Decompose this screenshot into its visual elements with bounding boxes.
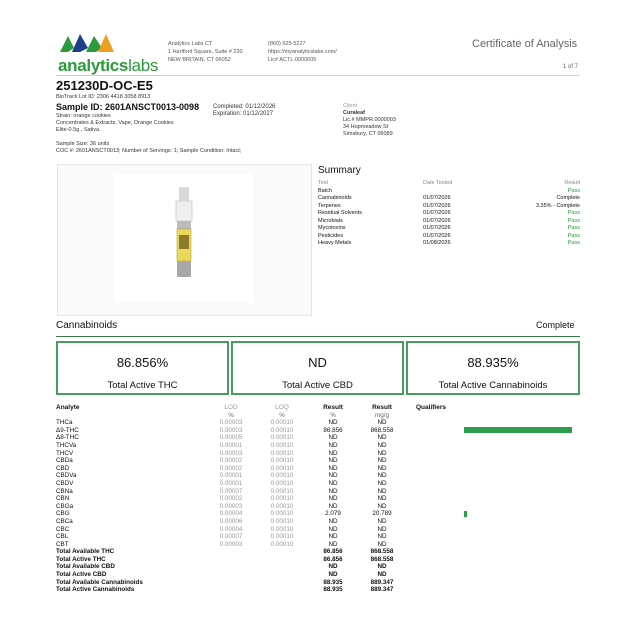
kpi-cbd-value: ND (308, 355, 327, 370)
analyte-result-mg: ND (377, 457, 387, 465)
kpi-cannabinoids-label: Total Active Cannabinoids (438, 380, 548, 391)
summary-result: Pass (567, 240, 580, 246)
unit-result-mg: mg/g (375, 411, 389, 419)
kpi-total-active-cbd (231, 341, 404, 395)
analyte-result-pct: ND (328, 464, 338, 472)
analyte-qualifier-cell (416, 472, 580, 480)
analyte-qualifier-cell (416, 510, 580, 518)
unit-loq: % (279, 411, 285, 419)
cannabinoids-divider (56, 336, 580, 337)
header-divider (56, 75, 580, 76)
sample-size-block (56, 141, 241, 155)
analyte-loq: 0.00010 (270, 502, 294, 510)
analyte-loq: 0.00010 (270, 426, 294, 434)
analyte-qualifier-cell (416, 419, 580, 427)
summary-table (318, 180, 580, 248)
cannabinoids-units-row (56, 412, 580, 420)
analyte-name: CBDa (56, 457, 73, 465)
analyte-row (56, 442, 580, 450)
sample-size: Sample Size: 36 units (56, 141, 110, 147)
client-label: Client (343, 103, 358, 109)
summary-result: Pass (567, 225, 580, 231)
total-result-mg: 889.347 (370, 578, 394, 586)
analyte-qualifier-cell (416, 488, 580, 496)
summary-header-date: Date Tested (423, 180, 453, 186)
analyte-qualifier-cell (416, 518, 580, 526)
total-row (56, 556, 580, 564)
analyte-lod: 0.00003 (219, 449, 243, 457)
analyte-result-pct: ND (328, 495, 338, 503)
sample-id: Sample ID: 2601ANSCT0013-0098 (56, 102, 200, 112)
analyte-result-mg: ND (377, 533, 387, 541)
analyte-result-pct: ND (328, 434, 338, 442)
analyte-loq: 0.00010 (270, 540, 294, 548)
analyte-lod: 0.00007 (219, 487, 243, 495)
analyte-loq: 0.00010 (270, 457, 294, 465)
analyte-result-mg: ND (377, 419, 387, 427)
analyte-result-pct: ND (328, 533, 338, 541)
analyte-result-mg: ND (377, 517, 387, 525)
summary-date: 01/07/2026 (423, 210, 451, 216)
total-name: Total Available CBD (56, 563, 115, 571)
analyte-lod: 0.00006 (219, 517, 243, 525)
total-result-pct: ND (328, 571, 338, 579)
analyte-row (56, 472, 580, 480)
sample-details (56, 113, 174, 134)
lab-address-line2: NEW BRITAIN, CT 06052 (168, 57, 231, 63)
analyte-row (56, 434, 580, 442)
analyte-result-pct: 2.079 (325, 510, 341, 518)
summary-result: Pass (567, 232, 580, 239)
summary-result: Pass (567, 187, 580, 194)
analyte-result-pct: ND (328, 457, 338, 465)
analyte-row (56, 495, 580, 503)
analyte-name: CBGa (56, 502, 74, 510)
analyte-loq: 0.00010 (270, 525, 294, 533)
analyte-loq: 0.00010 (270, 419, 294, 427)
analyte-qualifier-cell (416, 503, 580, 511)
analyte-row (56, 427, 580, 435)
kpi-cannabinoids-value: 88.935% (467, 355, 519, 370)
total-name: Total Active CBD (56, 571, 107, 579)
analyte-name: CBC (56, 525, 70, 533)
analyte-name: Δ8-THC (56, 434, 79, 442)
summary-date (423, 188, 518, 196)
analyte-result-pct: ND (328, 502, 338, 510)
total-name: Total Available Cannabinoids (56, 578, 143, 586)
summary-row (318, 225, 580, 233)
analyte-row (56, 419, 580, 427)
analyte-row (56, 457, 580, 465)
analyte-loq: 0.00010 (270, 510, 294, 518)
lab-logo-icon (58, 30, 118, 54)
analyte-name: THCV (56, 449, 74, 457)
summary-test: Residual Solvents (318, 210, 363, 216)
analyte-name: CBNa (56, 487, 73, 495)
analyte-lod: 0.00005 (219, 434, 243, 442)
summary-result: Pass (567, 210, 580, 216)
summary-date: 01/07/2026 (423, 195, 451, 201)
total-row (56, 579, 580, 587)
sample-strain: Strain: orange cookies (56, 113, 111, 119)
total-row (56, 548, 580, 556)
cannabinoids-table (56, 404, 580, 594)
analyte-qualifier-cell (416, 480, 580, 488)
analyte-lod: 0.00004 (219, 525, 243, 533)
analyte-qualifier-cell (416, 434, 580, 442)
analyte-loq: 0.00010 (270, 517, 294, 525)
header-lod: LOD (224, 404, 238, 411)
total-result-mg: 889.347 (370, 586, 394, 594)
analyte-row (56, 503, 580, 511)
unit-lod: % (228, 411, 234, 419)
cannabinoids-header-row (56, 404, 580, 412)
analyte-result-mg: ND (377, 525, 387, 533)
lab-name: Analytics Labs CT (168, 41, 213, 47)
analyte-qualifier-cell (416, 427, 580, 435)
kpi-total-active-thc (56, 341, 229, 395)
analyte-result-mg: 20.789 (372, 510, 392, 518)
analyte-result-pct: ND (328, 517, 338, 525)
analyte-lod: 0.00003 (219, 419, 243, 427)
cannabinoids-title: Cannabinoids (56, 320, 118, 331)
total-row (56, 586, 580, 594)
lab-contact (268, 40, 337, 64)
analyte-name: CBD (56, 464, 70, 472)
total-result-mg: 868.558 (370, 555, 394, 563)
analyte-bar (464, 427, 572, 433)
analyte-name: CBN (56, 495, 70, 503)
analyte-loq: 0.00010 (270, 434, 294, 442)
analyte-loq: 0.00010 (270, 449, 294, 457)
sample-elite: Elite-0.5g , Sativa. (56, 127, 101, 133)
client-address1: 34 Hopmeadow St (343, 124, 389, 130)
analyte-result-mg: ND (377, 502, 387, 510)
analyte-loq: 0.00010 (270, 495, 294, 503)
client-address2: Simsbury, CT 06089 (343, 131, 393, 137)
sample-coc: COC #: 2601ANSCT0013; Number of Servings: 1; Sample Condition: Intact; (56, 148, 242, 154)
analyte-result-mg: ND (377, 464, 387, 472)
analyte-result-pct: ND (328, 449, 338, 457)
summary-row (318, 203, 580, 211)
total-result-pct: 88.935 (323, 586, 343, 594)
summary-test: Pesticides (318, 232, 344, 239)
analyte-lod: 0.00003 (219, 502, 243, 510)
summary-title: Summary (318, 165, 361, 176)
summary-row (318, 188, 580, 196)
analyte-result-pct: ND (328, 540, 338, 548)
analyte-lod: 0.00002 (219, 457, 243, 465)
summary-test: Batch (318, 187, 333, 194)
total-result-pct: 88.935 (323, 578, 343, 586)
client-license: Lic.# MMPR.0000003 (343, 117, 396, 123)
client-block (343, 103, 396, 138)
analyte-row (56, 541, 580, 549)
total-name: Total Active THC (56, 555, 106, 563)
summary-row (318, 233, 580, 241)
analyte-result-pct: ND (328, 472, 338, 480)
analyte-loq: 0.00010 (270, 533, 294, 541)
total-result-pct: 86.856 (323, 555, 343, 563)
analyte-name: CBCa (56, 517, 73, 525)
analyte-result-mg: ND (377, 449, 387, 457)
unit-result-pct: % (330, 411, 336, 419)
analyte-loq: 0.00010 (270, 441, 294, 449)
analyte-row (56, 450, 580, 458)
kpi-total-active-cannabinoids (406, 341, 580, 395)
analyte-qualifier-cell (416, 450, 580, 458)
expiration-date: Expiration: 01/12/2027 (213, 111, 274, 117)
analyte-lod: 0.00007 (219, 533, 243, 541)
analyte-result-mg: ND (377, 479, 387, 487)
lab-address (168, 40, 243, 64)
total-row (56, 563, 580, 571)
analyte-result-pct: ND (328, 419, 338, 427)
analyte-row (56, 518, 580, 526)
analyte-result-pct: ND (328, 479, 338, 487)
analyte-loq: 0.00010 (270, 472, 294, 480)
header-analyte: Analyte (56, 404, 80, 411)
analyte-qualifier-cell (416, 533, 580, 541)
total-result-pct: ND (328, 563, 338, 571)
total-result-mg: 868.558 (370, 548, 394, 556)
summary-date: 01/07/2026 (423, 202, 451, 209)
analyte-result-mg: ND (377, 472, 387, 480)
analyte-row (56, 480, 580, 488)
analyte-loq: 0.00010 (270, 464, 294, 472)
kpi-cbd-label: Total Active CBD (282, 380, 353, 391)
summary-result: Pass (567, 217, 580, 224)
summary-header-row (318, 180, 580, 188)
analyte-row (56, 533, 580, 541)
summary-test: Mycotoxins (318, 225, 346, 231)
analyte-result-pct: ND (328, 441, 338, 449)
analyte-lod: 0.00004 (219, 510, 243, 518)
analyte-qualifier-cell (416, 457, 580, 465)
total-result-mg: ND (377, 563, 387, 571)
analyte-bar (464, 511, 467, 517)
biotrack-id: BioTrack Lot ID: 2306 4418 3058 8913 (56, 94, 151, 100)
analyte-result-mg: ND (377, 434, 387, 442)
analyte-name: CBL (56, 533, 69, 541)
analyte-result-pct: 86.856 (323, 426, 343, 434)
analyte-lod: 0.00003 (219, 540, 243, 548)
analyte-qualifier-cell (416, 442, 580, 450)
completed-date: Completed: 01/12/2026 (213, 104, 276, 110)
header-result-mg: Result (372, 404, 392, 411)
analyte-name: CBDVa (56, 472, 77, 480)
summary-row (318, 240, 580, 248)
analyte-qualifier-cell (416, 495, 580, 503)
summary-header-result: Result (564, 180, 580, 186)
summary-test: Terpenes (318, 202, 341, 209)
analyte-loq: 0.00010 (270, 487, 294, 495)
analyte-result-mg: ND (377, 487, 387, 495)
kpi-thc-value: 86.856% (116, 355, 169, 370)
sample-dates (213, 104, 275, 118)
summary-date: 01/07/2026 (423, 217, 451, 224)
header-qualifiers: Qualifiers (416, 404, 446, 411)
lab-address-line1: 1 Hartford Square, Suite # 220 (168, 49, 243, 55)
analyte-row (56, 526, 580, 534)
summary-date: 01/07/2026 (423, 225, 451, 231)
analyte-name: Δ9-THC (56, 426, 79, 434)
lab-license: Lic# ACTL.0000005 (268, 57, 317, 63)
summary-result: 3.35% - Complete (535, 202, 580, 209)
total-name: Total Active Cannabinoids (56, 586, 135, 594)
sample-code: 251230D-OC-E5 (56, 78, 153, 93)
analyte-name: CBG (56, 510, 70, 518)
product-photo (57, 164, 312, 316)
analyte-qualifier-cell (416, 526, 580, 534)
summary-row (318, 195, 580, 203)
analyte-name: THCa (56, 419, 73, 427)
summary-date: 01/07/2026 (423, 232, 451, 239)
summary-row (318, 210, 580, 218)
total-result-pct: 86.856 (323, 548, 343, 556)
analyte-lod: 0.00003 (219, 426, 243, 434)
client-name: Curaleaf (343, 110, 366, 116)
summary-date: 01/08/2026 (423, 240, 451, 246)
analyte-result-mg: ND (377, 495, 387, 503)
analyte-result-pct: ND (328, 525, 338, 533)
analyte-row (56, 488, 580, 496)
analyte-lod: 0.00002 (219, 464, 243, 472)
analyte-name: CBT (56, 540, 69, 548)
analyte-result-mg: 868.558 (370, 426, 394, 434)
analyte-lod: 0.00001 (219, 479, 243, 487)
summary-result: Complete (556, 195, 580, 201)
sample-category: Concentrates & Extracts, Vape, Orange Cookies (56, 120, 174, 126)
analyte-result-mg: ND (377, 441, 387, 449)
total-row (56, 571, 580, 579)
summary-test: Heavy Metals (318, 240, 352, 246)
lab-logo-text: analyticslabs (58, 56, 159, 75)
document-title: Certificate of Analysis (472, 38, 578, 50)
summary-row (318, 218, 580, 226)
analyte-name: CBDV (56, 479, 74, 487)
header-loq: LOQ (275, 404, 289, 411)
analyte-result-mg: ND (377, 540, 387, 548)
summary-header-test: Test (318, 180, 329, 186)
lab-phone: (860) 925-5227 (268, 41, 306, 47)
analyte-lod: 0.00001 (219, 441, 243, 449)
summary-test: Cannabinoids (318, 195, 352, 201)
cannabinoids-status: Complete (536, 320, 575, 330)
analyte-name: THCVa (56, 441, 77, 449)
analyte-row (56, 510, 580, 518)
header-result-pct: Result (323, 404, 343, 411)
analyte-qualifier-cell (416, 541, 580, 549)
analyte-lod: 0.00001 (219, 472, 243, 480)
analyte-qualifier-cell (416, 465, 580, 473)
analyte-result-pct: ND (328, 487, 338, 495)
total-result-mg: ND (377, 571, 387, 579)
page-number: 1 of 7 (563, 64, 579, 70)
kpi-thc-label: Total Active THC (107, 380, 178, 391)
analyte-row (56, 465, 580, 473)
total-name: Total Available THC (56, 548, 115, 556)
lab-website[interactable]: https://myanalyticslabs.com/ (268, 49, 337, 55)
analyte-lod: 0.00002 (219, 495, 243, 503)
summary-test: Microbials (318, 217, 343, 224)
vape-cartridge-image (58, 165, 311, 315)
analyte-loq: 0.00010 (270, 479, 294, 487)
